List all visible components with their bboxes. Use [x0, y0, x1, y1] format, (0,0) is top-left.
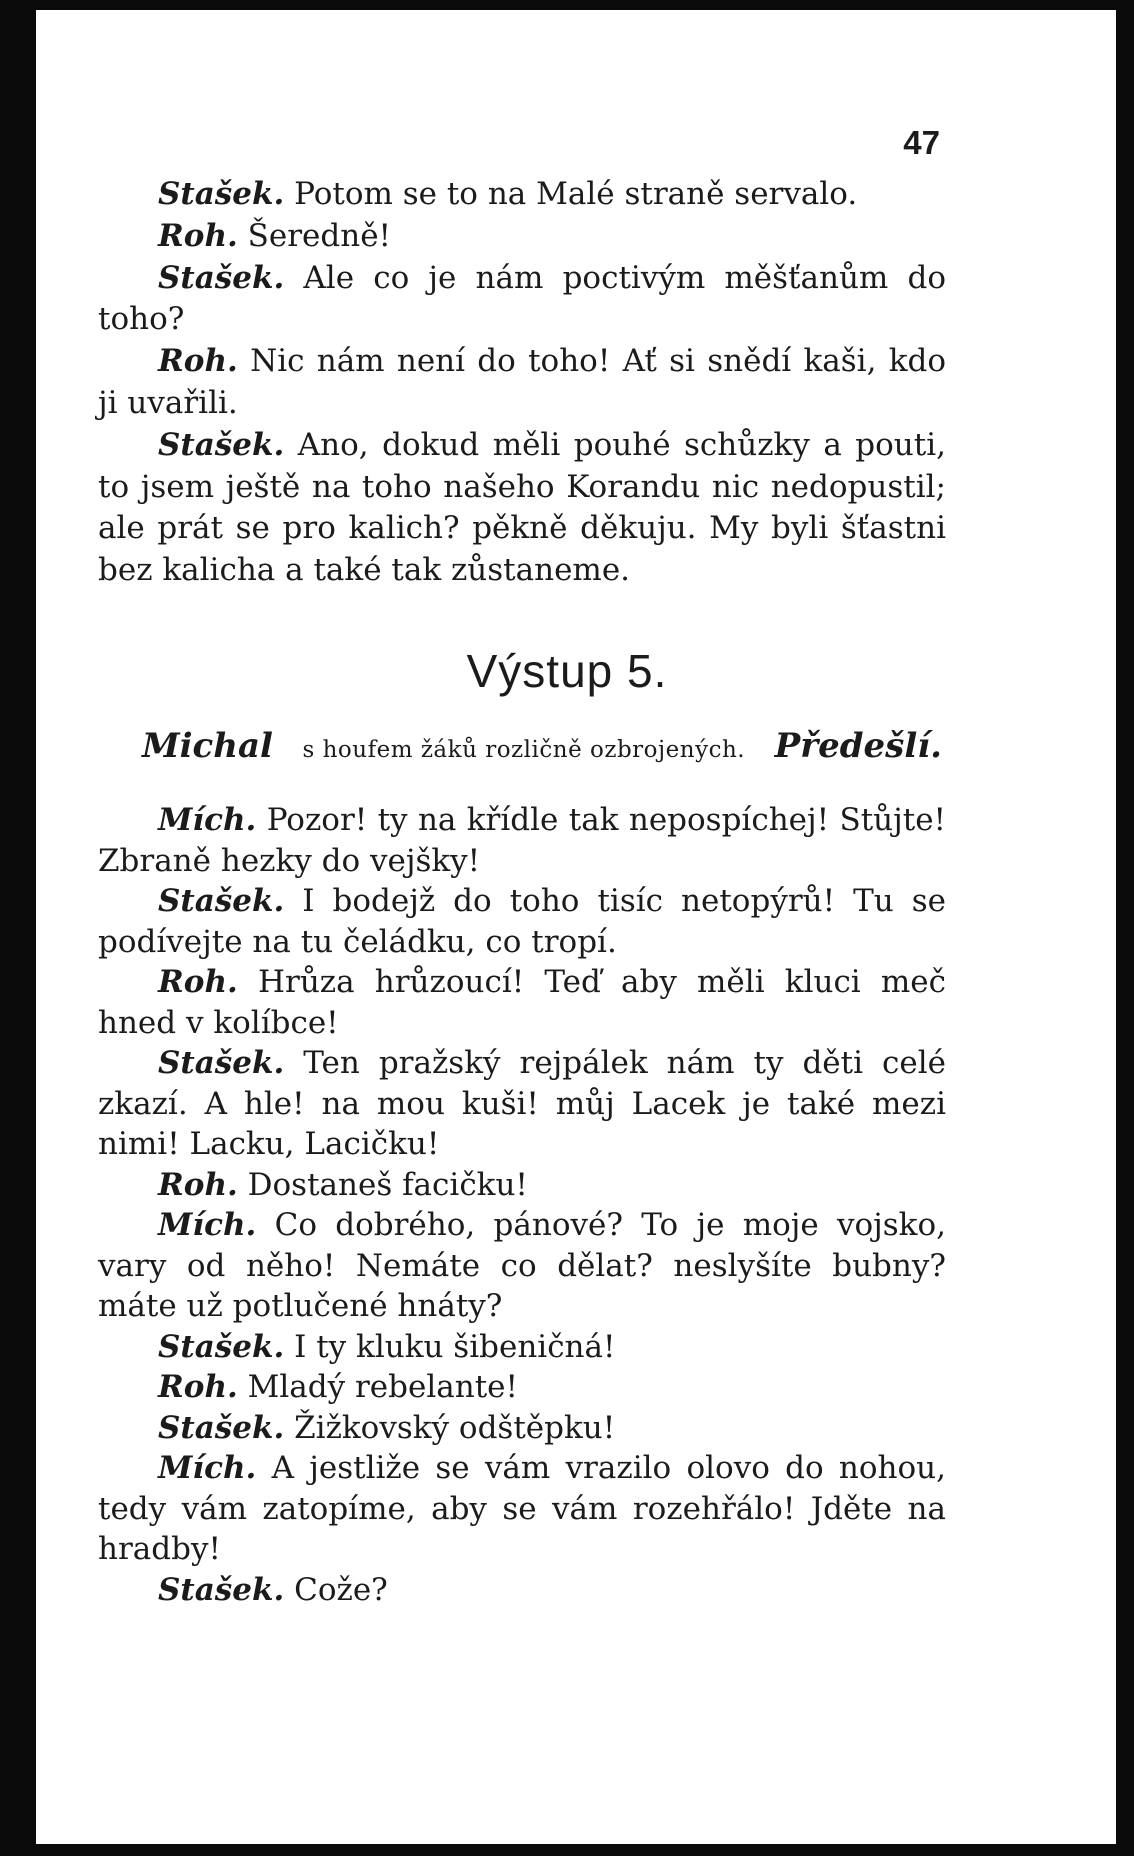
speaker-name: Stašek.	[158, 1571, 285, 1608]
speech-text: Ten pražský rejpálek nám ty děti celé zkazí. A hle! na mou kuši! můj Lacek je také mezi nimi! Lacku, Lacičku!	[98, 1045, 946, 1162]
speaker-name: Stašek.	[158, 1045, 285, 1081]
speech-text: Ale co je nám poctivým měšťanům do toho?	[98, 259, 946, 338]
present-characters: Předešlí.	[774, 726, 942, 766]
speech-text: Hrůza hrůzoucí! Teď aby měli kluci meč hned v kolíbce!	[98, 964, 946, 1041]
speech-line	[98, 174, 946, 216]
speech-line	[98, 881, 946, 962]
scene-heading: Výstup 5.	[466, 645, 668, 697]
speaker-name: Mích.	[158, 1207, 257, 1243]
speech-line	[98, 341, 946, 425]
speaker-name: Roh.	[158, 343, 238, 380]
stage-direction	[142, 726, 942, 766]
speech-line	[98, 1448, 946, 1570]
speech-line	[98, 1165, 946, 1206]
speech-line	[98, 1043, 946, 1165]
direction-text: s houfem žáků rozličně ozbrojených.	[302, 737, 746, 763]
speaker-name: Stašek.	[158, 883, 285, 919]
speech-text: Ano, dokud měli pouhé schůzky a pouti, to jsem ještě na toho našeho Korandu nic nedopustil; ale prát se pro kalich? pěkně děkuju. My byli šťastni bez kalicha a také tak zůstaneme.	[98, 426, 947, 589]
scan-border-right	[1116, 0, 1134, 1856]
entering-actor: Michal	[142, 726, 273, 766]
speech-text: Mladý rebelante!	[247, 1369, 518, 1405]
speech-text: Co dobrého, pánové? To je moje vojsko, vary od něho! Nemáte co dělat? neslyšíte bubny? máte už potlučené hnáty?	[98, 1207, 946, 1324]
speech-line	[98, 1408, 946, 1449]
dialogue-block-2	[98, 800, 946, 1610]
speech-line	[98, 800, 946, 881]
speaker-name: Roh.	[158, 217, 238, 254]
speech-text: Šeredně!	[247, 217, 392, 254]
speech-text: I bodejž do toho tisíc netopýrů! Tu se podívejte na tu čeládku, co tropí.	[98, 883, 946, 960]
speech-text: Nic nám není do toho! Ať si snědí kaši, kdo ji uvařili.	[98, 343, 946, 421]
speech-text: Žižkovský odštěpku!	[294, 1409, 616, 1446]
scan-border-bottom	[0, 1844, 1134, 1856]
speaker-name: Roh.	[158, 964, 238, 1000]
speaker-name: Mích.	[158, 1450, 257, 1486]
speaker-name: Stašek.	[158, 1328, 285, 1365]
speech-line	[98, 1367, 946, 1408]
speech-text: Dostaneš facičku!	[247, 1166, 528, 1203]
page-number: 47	[903, 124, 940, 161]
speaker-name: Stašek.	[158, 1409, 285, 1446]
speaker-name: Stašek.	[158, 259, 285, 296]
scan-border-left	[0, 0, 36, 1856]
scan-border-top	[0, 0, 1134, 10]
speech-text: Cože?	[294, 1571, 388, 1608]
speech-line	[98, 1327, 946, 1368]
speaker-name: Roh.	[158, 1369, 238, 1405]
speech-line	[98, 962, 946, 1043]
speech-text: Potom se to na Malé straně servalo.	[294, 176, 858, 212]
speech-line	[98, 216, 946, 258]
speech-line	[98, 1205, 946, 1327]
speech-line	[98, 425, 946, 592]
speech-line	[98, 258, 946, 342]
speech-line	[98, 1570, 946, 1611]
speaker-name: Stašek.	[158, 176, 285, 212]
speaker-name: Stašek.	[158, 426, 285, 463]
speaker-name: Mích.	[158, 802, 257, 838]
speech-text: A jestliže se vám vrazilo olovo do nohou, tedy vám zatopíme, aby se vám rozehřálo! Jděte na hradby!	[98, 1450, 947, 1567]
speaker-name: Roh.	[158, 1166, 238, 1203]
dialogue-block-1	[98, 174, 946, 592]
speech-text: Pozor! ty na křídle tak nepospíchej! Stůjte! Zbraně hezky do vejšky!	[98, 802, 946, 879]
speech-text: I ty kluku šibeničná!	[294, 1328, 616, 1365]
